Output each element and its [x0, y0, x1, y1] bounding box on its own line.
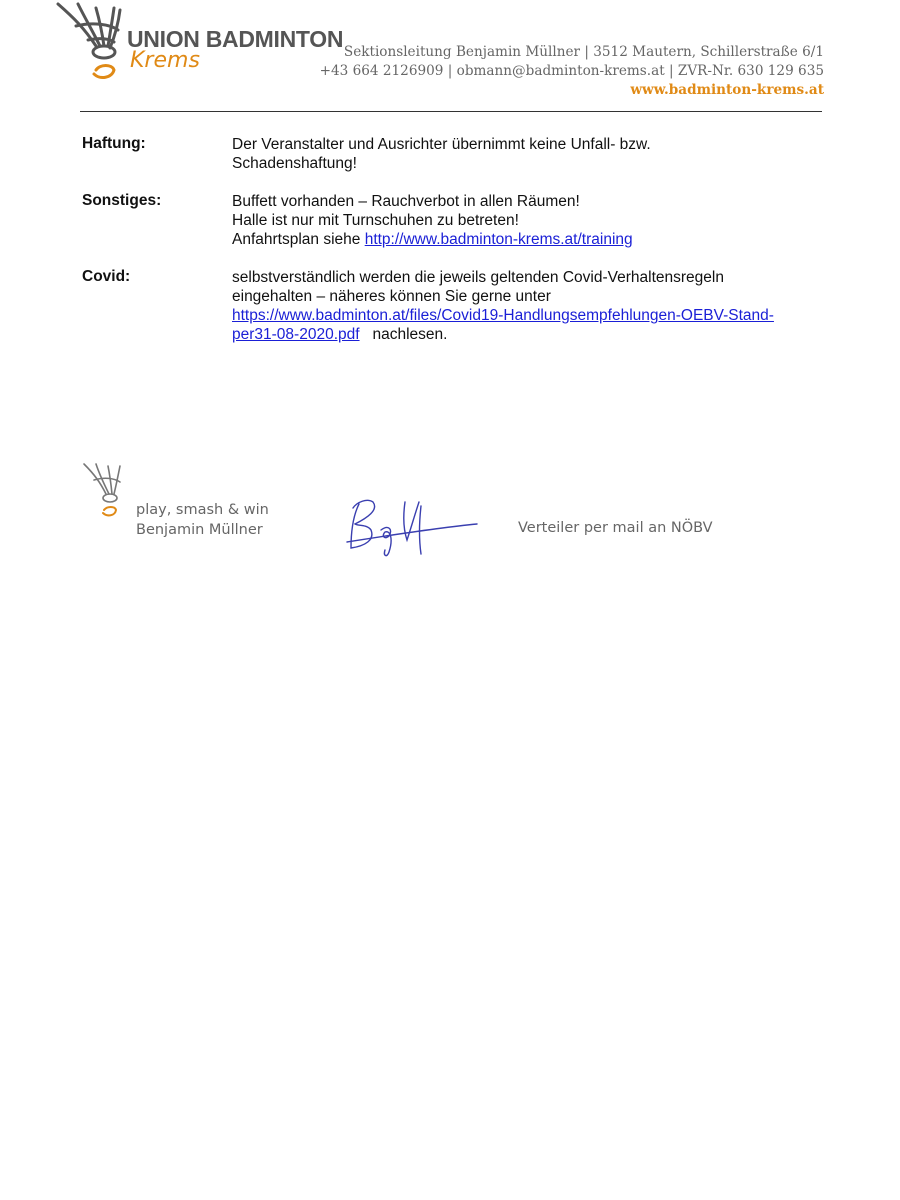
- club-logo: [52, 0, 352, 88]
- shuttlecock-icon: [82, 462, 132, 524]
- text-prefix: Anfahrtsplan siehe: [232, 231, 365, 248]
- distribution-note: Verteiler per mail an NÖBV: [518, 520, 713, 536]
- section-label: Sonstiges:: [82, 192, 162, 209]
- section-text: [232, 268, 774, 344]
- text-line: [232, 306, 774, 325]
- covid-guidelines-link-cont[interactable]: per31-08-2020.pdf: [232, 326, 360, 343]
- signature: [345, 496, 485, 562]
- text-line: Schadenshaftung!: [232, 155, 357, 172]
- sender-name: Benjamin Müllner: [136, 522, 263, 538]
- text-line: selbstverständlich werden die jeweils geltenden Covid-Verhaltensregeln: [232, 269, 724, 286]
- header-divider: [80, 111, 822, 112]
- brand-subtitle: Krems: [130, 48, 200, 73]
- website-link[interactable]: www.badminton-krems.at: [630, 82, 824, 98]
- covid-guidelines-link[interactable]: https://www.badminton.at/files/Covid19-Handlungsempfehlungen-OEBV-Stand-: [232, 307, 774, 324]
- slogan: play, smash & win: [136, 502, 269, 518]
- contact-line-phone-email: +43 664 2126909 | obmann@badminton-krems.at | ZVR-Nr. 630 129 635: [319, 63, 824, 79]
- header-contact: [320, 43, 824, 100]
- section-text: [232, 192, 633, 249]
- text-line: eingehalten – näheres können Sie gerne unter: [232, 288, 551, 305]
- section-label: Haftung:: [82, 135, 146, 152]
- brand-title: UNION BADMINTON: [127, 26, 344, 52]
- training-link[interactable]: http://www.badminton-krems.at/training: [364, 231, 633, 248]
- text-line: Halle ist nur mit Turnschuhen zu betreten!: [232, 212, 519, 229]
- footer-sender: [136, 500, 269, 540]
- section-label: Covid:: [82, 268, 131, 285]
- text-line: Der Veranstalter und Ausrichter übernimmt keine Unfall- bzw.: [232, 136, 651, 153]
- text-suffix: nachlesen.: [359, 326, 448, 343]
- section-text: [232, 135, 651, 173]
- text-line: Buffett vorhanden – Rauchverbot in allen Räumen!: [232, 193, 580, 210]
- contact-line-address: Sektionsleitung Benjamin Müllner | 3512 Mautern, Schillerstraße 6/1: [343, 44, 824, 60]
- text-line: [232, 325, 774, 344]
- text-line: [232, 230, 633, 249]
